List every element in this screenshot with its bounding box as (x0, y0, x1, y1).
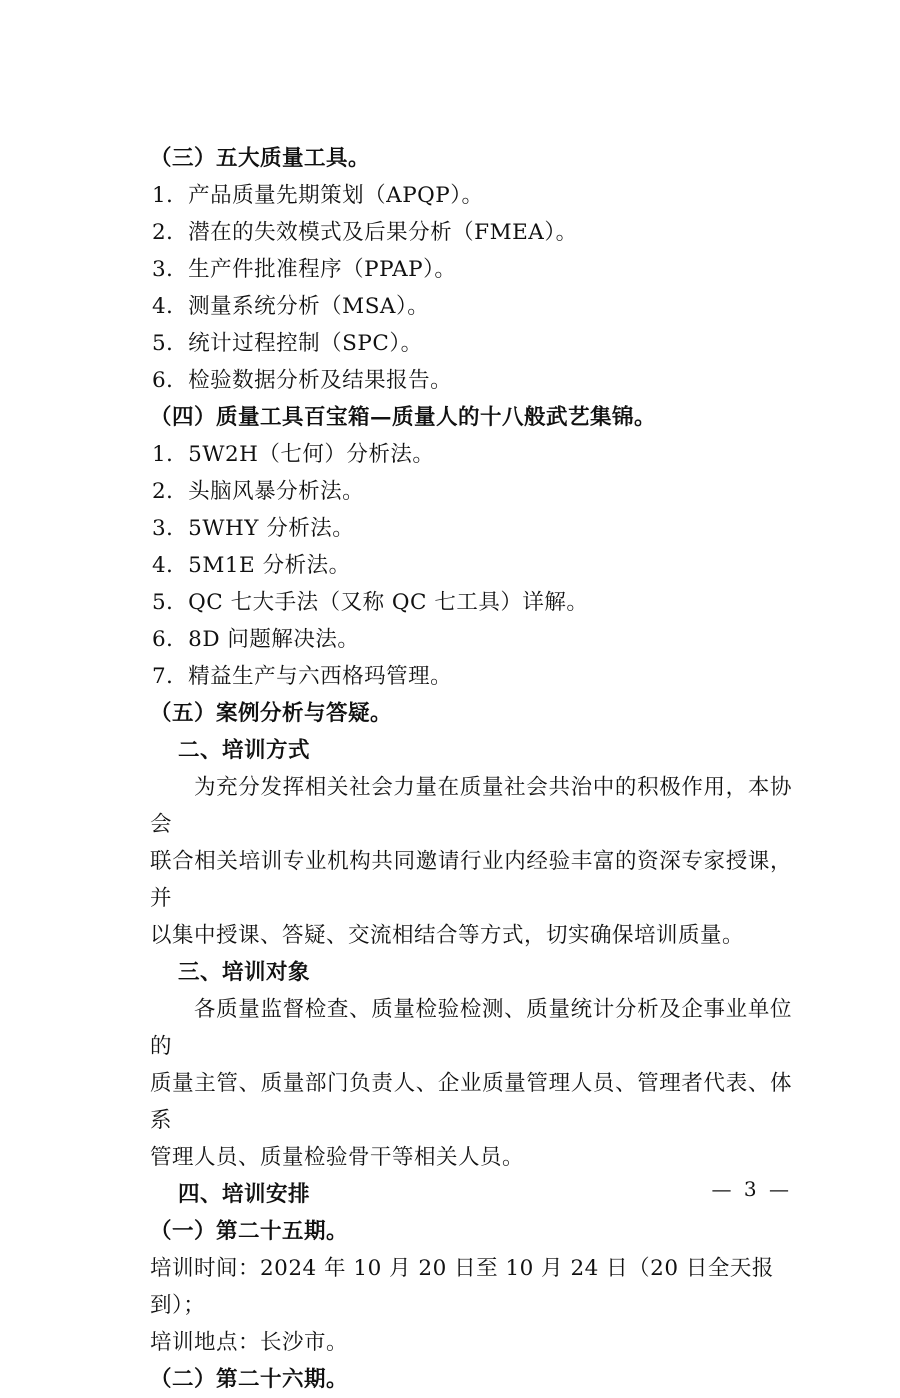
doc-line: 管理人员、质量检验骨干等相关人员。 (150, 1145, 525, 1170)
doc-line: 1．5W2H（七何）分析法。 (152, 442, 435, 467)
doc-line: 各质量监督检查、质量检验检测、质量统计分析及企事业单位的 (150, 997, 792, 1059)
doc-line: （三）五大质量工具。 (150, 146, 371, 171)
doc-line: 3．5WHY 分析法。 (152, 516, 355, 541)
doc-line: 四、培训安排 (178, 1182, 311, 1207)
document-body (150, 140, 792, 1398)
doc-line: 6．8D 问题解决法。 (152, 627, 360, 652)
doc-line: （二）第二十六期。 (150, 1367, 349, 1392)
doc-line: 7．精益生产与六西格玛管理。 (152, 664, 453, 689)
doc-line: 联合相关培训专业机构共同邀请行业内经验丰富的资深专家授课，并 (150, 849, 792, 911)
doc-line: （五）案例分析与答疑。 (150, 701, 393, 726)
doc-line: 5．QC 七大手法（又称 QC 七工具）详解。 (152, 590, 589, 615)
doc-line: 2．潜在的失效模式及后果分析（FMEA）。 (152, 220, 578, 245)
doc-line: 4．测量系统分析（MSA）。 (152, 294, 430, 319)
doc-line: 5．统计过程控制（SPC）。 (152, 331, 423, 356)
doc-line: 质量主管、质量部门负责人、企业质量管理人员、管理者代表、体系 (150, 1071, 792, 1133)
doc-line: 为充分发挥相关社会力量在质量社会共治中的积极作用，本协会 (150, 775, 792, 837)
doc-line: 以集中授课、答疑、交流相结合等方式，切实确保培训质量。 (150, 923, 745, 948)
doc-line: 3．生产件批准程序（PPAP）。 (152, 257, 457, 282)
doc-line: 1．产品质量先期策划（APQP）。 (152, 183, 484, 208)
doc-line: 培训时间：2024 年 10 月 20 日至 10 月 24 日（20 日全天报到）； (150, 1256, 774, 1318)
doc-line: 6．检验数据分析及结果报告。 (152, 368, 453, 393)
doc-line: 2．头脑风暴分析法。 (152, 479, 365, 504)
page-number: — 3 — (711, 1177, 792, 1201)
doc-line: 二、培训方式 (178, 738, 311, 763)
doc-line: （一）第二十五期。 (150, 1219, 349, 1244)
doc-line: 三、培训对象 (178, 960, 311, 985)
doc-line: 培训地点：长沙市。 (150, 1330, 349, 1355)
doc-line: （四）质量工具百宝箱—质量人的十八般武艺集锦。 (150, 405, 657, 430)
doc-line: 4．5M1E 分析法。 (152, 553, 351, 578)
